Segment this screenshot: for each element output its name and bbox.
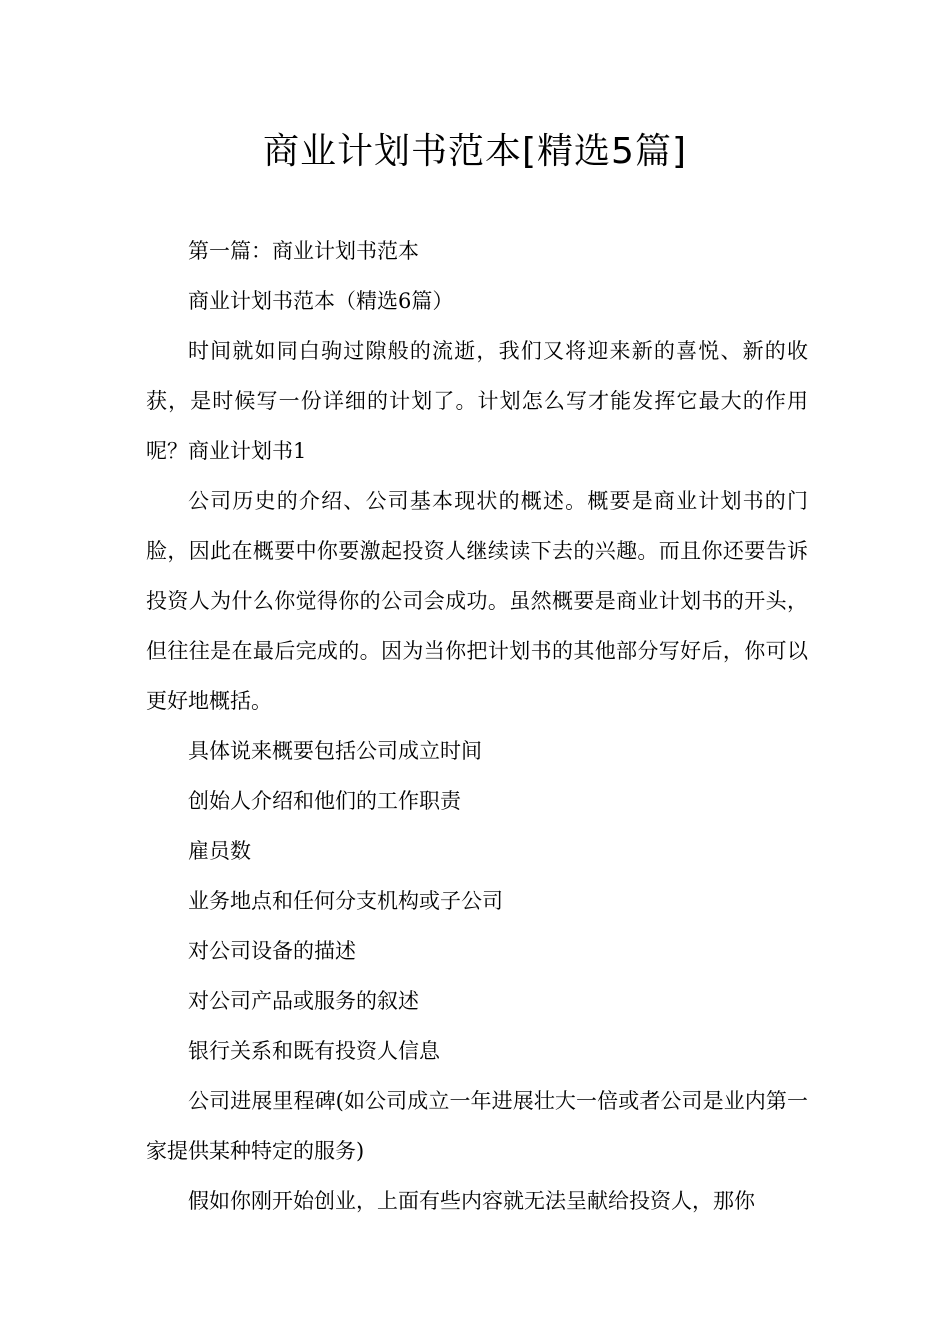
intro-paragraph: 时间就如同白驹过隙般的流逝，我们又将迎来新的喜悦、新的收获，是时候写一份详细的计划了。计划怎么写才能发挥它最大的作用呢？商业计划书1 bbox=[146, 339, 808, 463]
list-item: 创始人介绍和他们的工作职责 bbox=[188, 789, 461, 813]
list-item: 对公司设备的描述 bbox=[188, 939, 356, 963]
summary-paragraph: 公司历史的介绍、公司基本现状的概述。概要是商业计划书的门脸，因此在概要中你要激起投资人继续读下去的兴趣。而且你还要告诉投资人为什么你觉得你的公司会成功。虽然概要是商业计划书的开头，但往往是在最后完成的。因为当你把计划书的其他部分写好后，你可以更好地概括。 bbox=[146, 489, 808, 713]
body-paragraph: 假如你刚开始创业，上面有些内容就无法呈献给投资人，那你 bbox=[188, 1189, 755, 1213]
list-item: 对公司产品或服务的叙述 bbox=[188, 989, 419, 1013]
list-item: 雇员数 bbox=[188, 839, 251, 863]
list-item: 具体说来概要包括公司成立时间 bbox=[188, 739, 482, 763]
document-body bbox=[146, 226, 808, 1226]
list-item: 公司进展里程碑(如公司成立一年进展壮大一倍或者公司是业内第一家提供某种特定的服务) bbox=[146, 1089, 808, 1163]
list-item: 银行关系和既有投资人信息 bbox=[188, 1039, 440, 1063]
document-title: 商业计划书范本[精选5篇] bbox=[263, 131, 687, 172]
subsection-heading: 商业计划书范本（精选6篇） bbox=[188, 289, 454, 313]
list-item: 业务地点和任何分支机构或子公司 bbox=[188, 889, 503, 913]
section-heading: 第一篇：商业计划书范本 bbox=[188, 239, 419, 263]
